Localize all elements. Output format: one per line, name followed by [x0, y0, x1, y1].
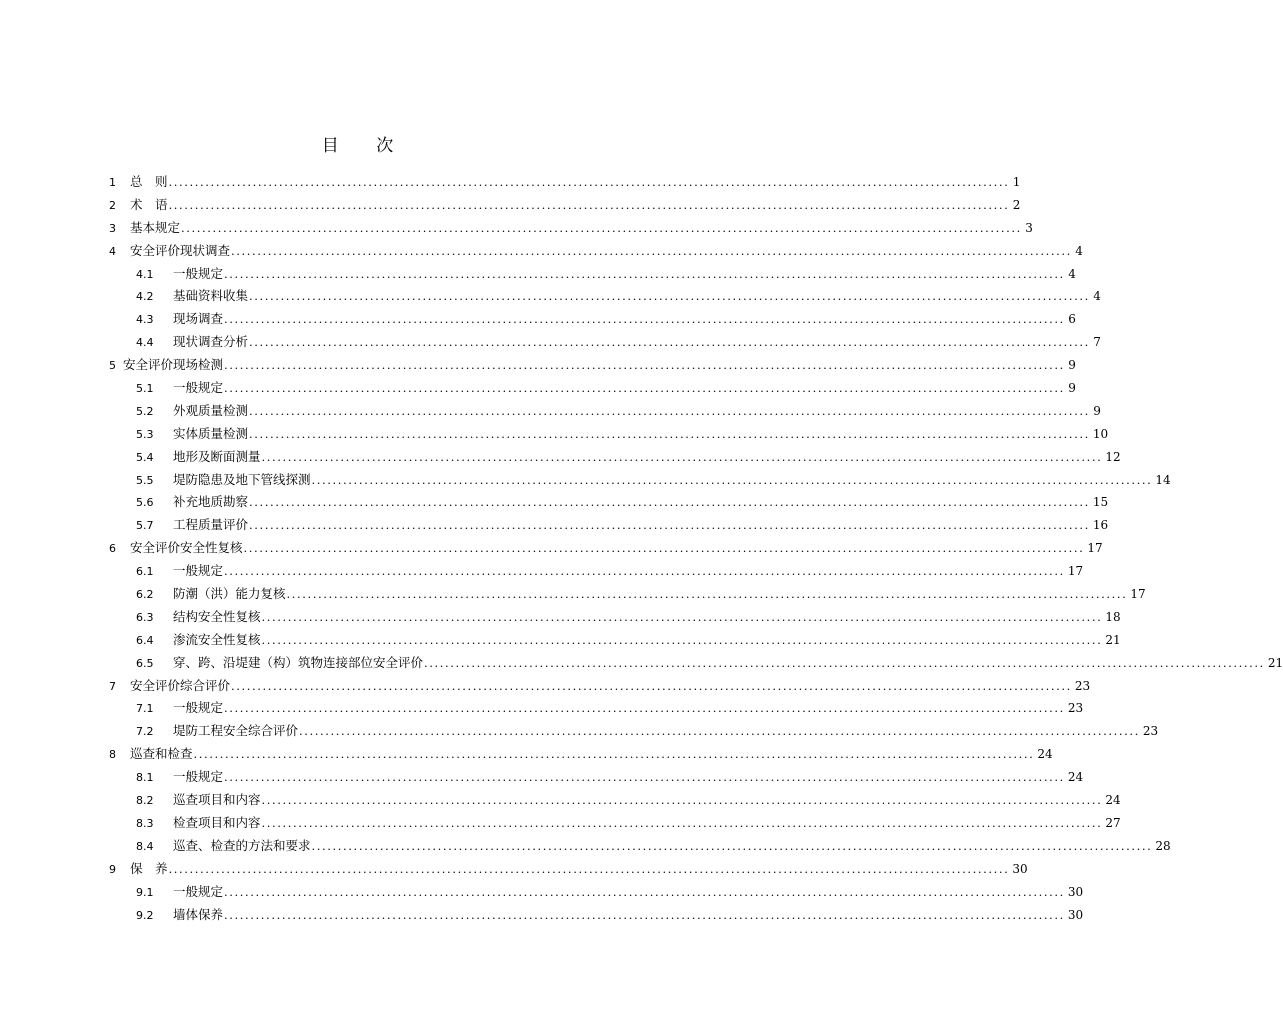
toc-entry-number: 5.4	[136, 450, 154, 464]
toc-dot-leader: ................................................................................................................................................................	[224, 770, 1065, 785]
toc-entry-number: 9.2	[136, 908, 154, 922]
toc-entry-page-number: 2	[1012, 197, 1021, 212]
toc-dot-leader: ................................................................................................................................................................	[168, 861, 1010, 876]
toc-dot-leader: ................................................................................................................................................................	[249, 518, 1090, 533]
toc-entry[interactable]	[109, 446, 1121, 469]
toc-entry-number: 6.3	[136, 610, 154, 624]
toc-dot-leader: ................................................................................................................................................................	[231, 678, 1072, 693]
toc-entry[interactable]	[109, 217, 1033, 240]
toc-entry-number: 7.2	[136, 725, 154, 739]
toc-entry[interactable]	[109, 675, 1091, 698]
toc-entry-number: 8.3	[136, 816, 154, 830]
toc-entry-number: 6.5	[136, 656, 154, 670]
toc-entry-number: 8.4	[136, 839, 154, 853]
toc-dot-leader: ................................................................................................................................................................	[261, 609, 1103, 624]
toc-entry-page-number: 17	[1067, 564, 1084, 579]
toc-entry[interactable]	[109, 194, 1021, 217]
toc-entry-title: 一般规定	[173, 883, 224, 899]
toc-dot-leader: ................................................................................................................................................................	[311, 838, 1153, 853]
toc-entry-number: 8.1	[136, 771, 154, 785]
toc-dot-leader: ................................................................................................................................................................	[224, 884, 1065, 899]
toc-entry[interactable]	[109, 720, 1159, 743]
toc-entry[interactable]	[109, 812, 1121, 835]
toc-entry-title: 安全评价现状调查	[130, 242, 231, 258]
toc-entry-page-number: 14	[1155, 472, 1171, 487]
toc-entry-number: 2	[109, 198, 116, 212]
toc-entry[interactable]	[109, 469, 1171, 492]
toc-entry-page-number: 27	[1105, 815, 1121, 830]
toc-dot-leader: ................................................................................................................................................................	[224, 358, 1065, 373]
page-title: 目 次	[321, 136, 410, 156]
toc-dot-leader: ................................................................................................................................................................	[224, 907, 1065, 922]
toc-entry[interactable]	[109, 491, 1109, 514]
toc-entry-page-number: 30	[1012, 861, 1028, 876]
toc-entry-number: 7.1	[136, 702, 154, 716]
toc-entry-title: 一般规定	[173, 380, 224, 396]
toc-entry-page-number: 15	[1092, 495, 1109, 510]
toc-entry-title: 实体质量检测	[173, 425, 249, 441]
toc-dot-leader: ................................................................................................................................................................	[249, 335, 1090, 350]
toc-entry[interactable]	[109, 583, 1146, 606]
toc-entry-page-number: 30	[1067, 907, 1084, 922]
toc-dot-leader: ................................................................................................................................................................	[224, 701, 1065, 716]
toc-entry-page-number: 9	[1093, 403, 1101, 418]
toc-entry-title: 基本规定	[130, 219, 181, 235]
toc-entry-title: 安全评价安全性复核	[130, 540, 243, 556]
toc-entry-title: 安全评价综合评价	[130, 677, 231, 693]
toc-entry-title: 巡查、检查的方法和要求	[173, 837, 311, 853]
toc-entry-page-number: 17	[1087, 541, 1103, 556]
toc-entry-page-number: 6	[1068, 312, 1076, 327]
toc-entry-number: 8	[109, 748, 116, 762]
toc-entry-page-number: 12	[1105, 449, 1121, 464]
toc-entry-title: 术 语	[130, 196, 168, 212]
toc-entry-page-number: 24	[1105, 793, 1121, 808]
toc-dot-leader: ................................................................................................................................................................	[168, 197, 1010, 212]
toc-entry-number: 6.1	[136, 565, 154, 579]
toc-dot-leader: ................................................................................................................................................................	[249, 426, 1090, 441]
toc-entry[interactable]	[109, 514, 1109, 537]
toc-entry[interactable]	[109, 904, 1084, 927]
toc-entry-page-number: 21	[1267, 655, 1283, 670]
toc-entry[interactable]	[109, 354, 1076, 377]
toc-entry[interactable]	[109, 171, 1021, 194]
toc-entry-number: 3	[109, 221, 116, 235]
toc-entry-title: 工程质量评价	[173, 517, 249, 533]
toc-entry[interactable]	[109, 308, 1076, 331]
toc-dot-leader: ................................................................................................................................................................	[311, 472, 1153, 487]
toc-entry-number: 9.1	[136, 885, 154, 899]
toc-entry-title: 一般规定	[173, 769, 224, 785]
toc-entry-page-number: 23	[1142, 724, 1159, 739]
toc-entry-number: 4.2	[136, 290, 154, 304]
toc-entry-number: 4.3	[136, 313, 154, 327]
toc-entry-number: 4	[109, 244, 116, 258]
toc-dot-leader: ................................................................................................................................................................	[249, 495, 1090, 510]
toc-entry-title: 一般规定	[173, 563, 224, 579]
toc-dot-leader: ................................................................................................................................................................	[181, 220, 1022, 235]
toc-entry[interactable]	[109, 537, 1103, 560]
toc-entry-page-number: 30	[1067, 884, 1084, 899]
toc-entry-title: 总 则	[130, 174, 168, 189]
toc-dot-leader: ................................................................................................................................................................	[224, 381, 1065, 396]
toc-dot-leader: ................................................................................................................................................................	[243, 541, 1085, 556]
toc-entry-number: 5.2	[136, 404, 154, 418]
toc-entry-number: 5.6	[136, 496, 154, 510]
toc-entry-title: 现场调查	[173, 311, 224, 327]
toc-dot-leader: ................................................................................................................................................................	[249, 289, 1090, 304]
toc-entry-number: 1	[109, 176, 116, 189]
toc-entry[interactable]	[109, 560, 1084, 583]
toc-entry-number: 5	[109, 359, 116, 373]
toc-dot-leader: ................................................................................................................................................................	[224, 564, 1065, 579]
toc-entry-title: 外观质量检测	[173, 402, 249, 418]
toc-entry-number: 4.4	[136, 336, 154, 350]
toc-entry-page-number: 28	[1155, 838, 1171, 853]
toc-entry-page-number: 1	[1012, 175, 1021, 189]
toc-entry-page-number: 9	[1068, 381, 1076, 396]
toc-entry-title: 堤防隐患及地下管线探测	[173, 471, 311, 487]
toc-entry-number: 5.7	[136, 519, 154, 533]
toc-dot-leader: ................................................................................................................................................................	[424, 655, 1265, 670]
toc-dot-leader: ................................................................................................................................................................	[168, 175, 1010, 189]
toc-entry[interactable]	[109, 606, 1121, 629]
toc-entry-number: 5.1	[136, 382, 154, 396]
toc-entry-number: 8.2	[136, 794, 154, 808]
table-of-contents	[109, 171, 1283, 926]
toc-dot-leader: ................................................................................................................................................................	[231, 243, 1072, 258]
toc-entry-page-number: 7	[1093, 335, 1101, 350]
toc-entry-title: 检查项目和内容	[173, 814, 261, 830]
toc-entry-title: 基础资料收集	[173, 288, 249, 304]
toc-entry-title: 保 养	[130, 860, 168, 876]
toc-entry-title: 安全评价现场检测	[123, 357, 224, 373]
toc-dot-leader: ................................................................................................................................................................	[286, 587, 1128, 602]
toc-entry-page-number: 23	[1074, 678, 1091, 693]
toc-dot-leader: ................................................................................................................................................................	[224, 266, 1065, 281]
toc-entry[interactable]	[109, 240, 1083, 263]
toc-dot-leader: ................................................................................................................................................................	[193, 747, 1035, 762]
toc-entry-title: 结构安全性复核	[173, 608, 261, 624]
toc-entry-page-number: 3	[1025, 220, 1033, 235]
toc-entry[interactable]	[109, 743, 1053, 766]
toc-entry[interactable]	[109, 789, 1121, 812]
toc-dot-leader: ................................................................................................................................................................	[261, 815, 1103, 830]
toc-entry-page-number: 24	[1067, 770, 1084, 785]
toc-entry-number: 4.1	[136, 267, 154, 281]
toc-dot-leader: ................................................................................................................................................................	[249, 403, 1090, 418]
toc-entry-title: 一般规定	[173, 700, 224, 716]
toc-entry-page-number: 18	[1105, 609, 1121, 624]
toc-entry[interactable]	[109, 881, 1084, 904]
toc-entry[interactable]	[109, 423, 1109, 446]
toc-entry-number: 6	[109, 542, 116, 556]
toc-entry-title: 地形及断面测量	[173, 448, 261, 464]
toc-entry-title: 墙体保养	[173, 906, 224, 922]
toc-entry-page-number: 10	[1092, 426, 1109, 441]
toc-entry-page-number: 21	[1105, 632, 1121, 647]
toc-entry[interactable]	[109, 766, 1084, 789]
toc-entry-number: 7	[109, 679, 116, 693]
toc-entry-title: 补充地质勘察	[173, 494, 249, 510]
toc-entry-title: 一般规定	[173, 265, 224, 281]
toc-entry[interactable]	[109, 400, 1101, 423]
toc-entry-number: 5.5	[136, 473, 154, 487]
toc-entry[interactable]	[109, 652, 1283, 675]
toc-entry-page-number: 4	[1068, 266, 1076, 281]
toc-entry-title: 穿、跨、沿堤建（构）筑物连接部位安全评价	[173, 654, 424, 670]
toc-entry[interactable]	[109, 377, 1076, 400]
toc-entry-page-number: 17	[1130, 587, 1146, 602]
toc-dot-leader: ................................................................................................................................................................	[261, 632, 1103, 647]
toc-entry-page-number: 23	[1067, 701, 1084, 716]
toc-entry[interactable]	[109, 858, 1028, 881]
toc-entry[interactable]	[109, 835, 1171, 858]
toc-entry-number: 6.2	[136, 588, 154, 602]
toc-entry[interactable]	[109, 263, 1076, 286]
toc-entry-page-number: 4	[1093, 289, 1101, 304]
toc-entry-number: 9	[109, 862, 116, 876]
toc-entry[interactable]	[109, 629, 1121, 652]
toc-entry[interactable]	[109, 331, 1101, 354]
toc-entry-page-number: 16	[1092, 518, 1109, 533]
toc-entry-page-number: 9	[1068, 358, 1076, 373]
toc-entry-number: 6.4	[136, 633, 154, 647]
toc-entry-title: 巡查和检查	[130, 746, 193, 762]
toc-entry-title: 防潮（洪）能力复核	[173, 586, 286, 602]
toc-dot-leader: ................................................................................................................................................................	[261, 449, 1103, 464]
toc-entry-title: 渗流安全性复核	[173, 631, 261, 647]
toc-entry-title: 现状调查分析	[173, 334, 249, 350]
toc-dot-leader: ................................................................................................................................................................	[299, 724, 1140, 739]
toc-entry-number: 5.3	[136, 427, 154, 441]
toc-dot-leader: ................................................................................................................................................................	[261, 793, 1103, 808]
toc-entry-page-number: 4	[1075, 243, 1083, 258]
toc-entry[interactable]	[109, 697, 1084, 720]
toc-entry-title: 堤防工程安全综合评价	[173, 723, 299, 739]
toc-entry-page-number: 24	[1037, 747, 1053, 762]
toc-dot-leader: ................................................................................................................................................................	[224, 312, 1065, 327]
toc-entry-title: 巡查项目和内容	[173, 792, 261, 808]
toc-entry[interactable]	[109, 285, 1101, 308]
